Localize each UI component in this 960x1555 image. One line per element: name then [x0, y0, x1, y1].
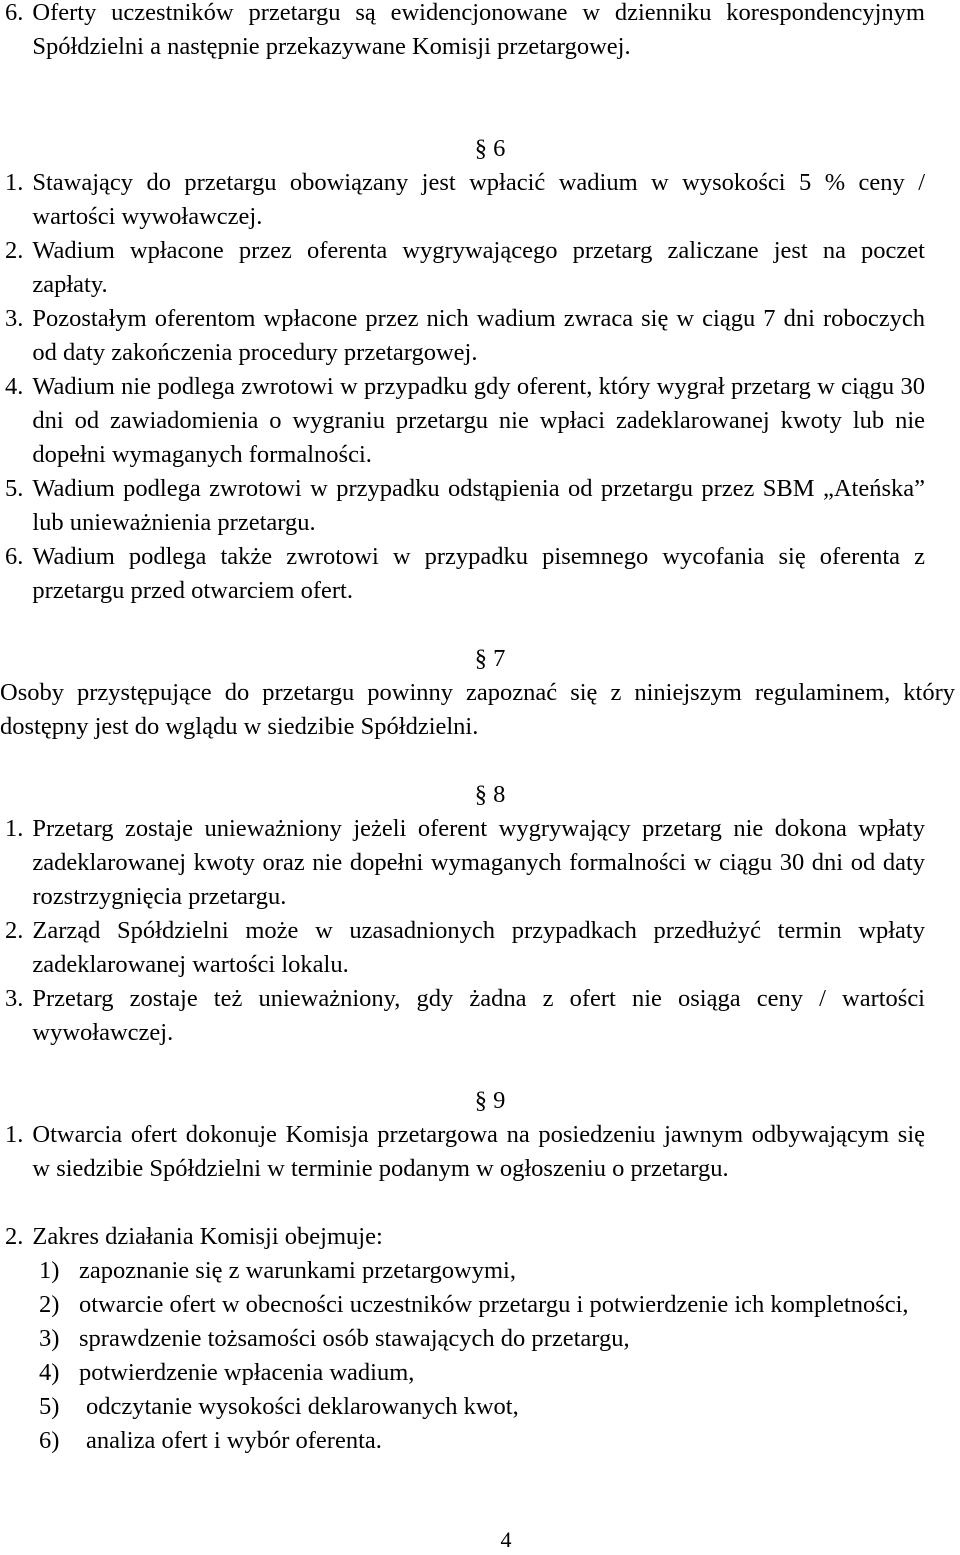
item-text: Przetarg zostaje unieważniony jeżeli oferent wygrywający przetarg nie dokona wpłaty zadeklarowanej kwoty oraz nie dopełni wymaganych formalności w ciągu 30 dni od daty rozstrzygnięcia przetargu.	[32, 815, 925, 910]
item-number: 6.	[5, 543, 24, 570]
paragraph-item	[5, 166, 925, 234]
item-text: Przetarg zostaje też unieważniony, gdy żadna z ofert nie osiąga ceny / wartości wywoławczej.	[32, 985, 925, 1046]
subitem-text: sprawdzenie tożsamości osób stawających do przetargu,	[79, 1325, 630, 1352]
section-heading: § 9	[474, 1087, 506, 1114]
paragraph-item	[5, 472, 925, 540]
subitem-number: 4)	[39, 1359, 60, 1386]
item-text: Zakres działania Komisji obejmuje:	[32, 1223, 383, 1250]
paragraph-item	[5, 540, 925, 608]
subitem-text: odczytanie wysokości deklarowanych kwot,	[86, 1393, 519, 1420]
subitem-number: 3)	[39, 1325, 60, 1352]
item-number: 3.	[5, 305, 24, 332]
paragraph-item	[5, 1220, 925, 1254]
item-text: Pozostałym oferentom wpłacone przez nich wadium zwraca się w ciągu 7 dni roboczych od daty zakończenia procedury przetargowej.	[32, 305, 925, 366]
item-text: Otwarcia ofert dokonuje Komisja przetargowa na posiedzeniu jawnym odbywającym się w siedzibie Spółdzielni w terminie podanym w ogłoszeniu o przetargu.	[32, 1121, 925, 1182]
item-number: 2.	[5, 1223, 24, 1250]
paragraph-text: Osoby przystępujące do przetargu powinny zapoznać się z niniejszym regulaminem, który dostępny jest do wglądu w siedzibie Spółdzielni.	[0, 679, 955, 740]
paragraph-item	[5, 914, 925, 982]
item-text: Oferty uczestników przetargu są ewidencjonowane w dzienniku korespondencyjnym Spółdzielni a następnie przekazywane Komisji przetargowej.	[32, 0, 925, 60]
subitem-text: zapoznanie się z warunkami przetargowymi,	[79, 1257, 516, 1284]
subitem-text: otwarcie ofert w obecności uczestników przetargu i potwierdzenie ich kompletności,	[79, 1291, 909, 1318]
subitem-number: 6)	[39, 1427, 60, 1454]
section-heading: § 7	[474, 645, 506, 672]
subitem-number: 5)	[39, 1393, 60, 1420]
item-number: 4.	[5, 373, 24, 400]
paragraph-item	[5, 1118, 925, 1186]
item-text: Wadium podlega także zwrotowi w przypadku pisemnego wycofania się oferenta z przetargu przed otwarciem ofert.	[32, 543, 925, 604]
subitem-list	[39, 1254, 955, 1458]
subitem	[39, 1424, 955, 1458]
subitem	[39, 1356, 955, 1390]
item-number: 2.	[5, 237, 24, 264]
subitem	[39, 1254, 955, 1288]
subitem	[39, 1288, 955, 1322]
item-text: Wadium nie podlega zwrotowi w przypadku gdy oferent, który wygrał przetarg w ciągu 30 dni od zawiadomienia o wygraniu przetargu nie wpłaci zadeklarowanej kwoty lub nie dopełni wymaganych formalności.	[32, 373, 925, 468]
paragraph-item	[5, 0, 925, 64]
item-text: Zarząd Spółdzielni może w uzasadnionych przypadkach przedłużyć termin wpłaty zadeklarowanej wartości lokalu.	[32, 917, 925, 978]
item-number: 2.	[5, 917, 24, 944]
item-text: Wadium podlega zwrotowi w przypadku odstąpienia od przetargu przez SBM „Ateńska” lub unieważnienia przetargu.	[32, 475, 925, 536]
item-number: 1.	[5, 169, 24, 196]
item-number: 1.	[5, 815, 24, 842]
subitem-number: 2)	[39, 1291, 60, 1318]
item-text: Stawający do przetargu obowiązany jest wpłacić wadium w wysokości 5 % ceny / wartości wywoławczej.	[32, 169, 925, 230]
section-heading: § 6	[474, 135, 506, 162]
item-number: 1.	[5, 1121, 24, 1148]
item-text: Wadium wpłacone przez oferenta wygrywającego przetarg zaliczane jest na poczet zapłaty.	[32, 237, 925, 298]
paragraph-item	[5, 982, 925, 1050]
subitem	[39, 1322, 955, 1356]
item-number: 6.	[5, 0, 24, 26]
item-number: 3.	[5, 985, 24, 1012]
page-number: 4	[500, 1527, 512, 1552]
item-number: 5.	[5, 475, 24, 502]
section-heading: § 8	[474, 781, 506, 808]
paragraph-item	[5, 234, 925, 302]
paragraph-item	[5, 812, 925, 914]
subitem-number: 1)	[39, 1257, 60, 1284]
subitem	[39, 1390, 955, 1424]
subitem-text: analiza ofert i wybór oferenta.	[86, 1427, 382, 1454]
paragraph-item	[5, 302, 925, 370]
paragraph-item	[5, 370, 925, 472]
subitem-text: potwierdzenie wpłacenia wadium,	[79, 1359, 415, 1386]
